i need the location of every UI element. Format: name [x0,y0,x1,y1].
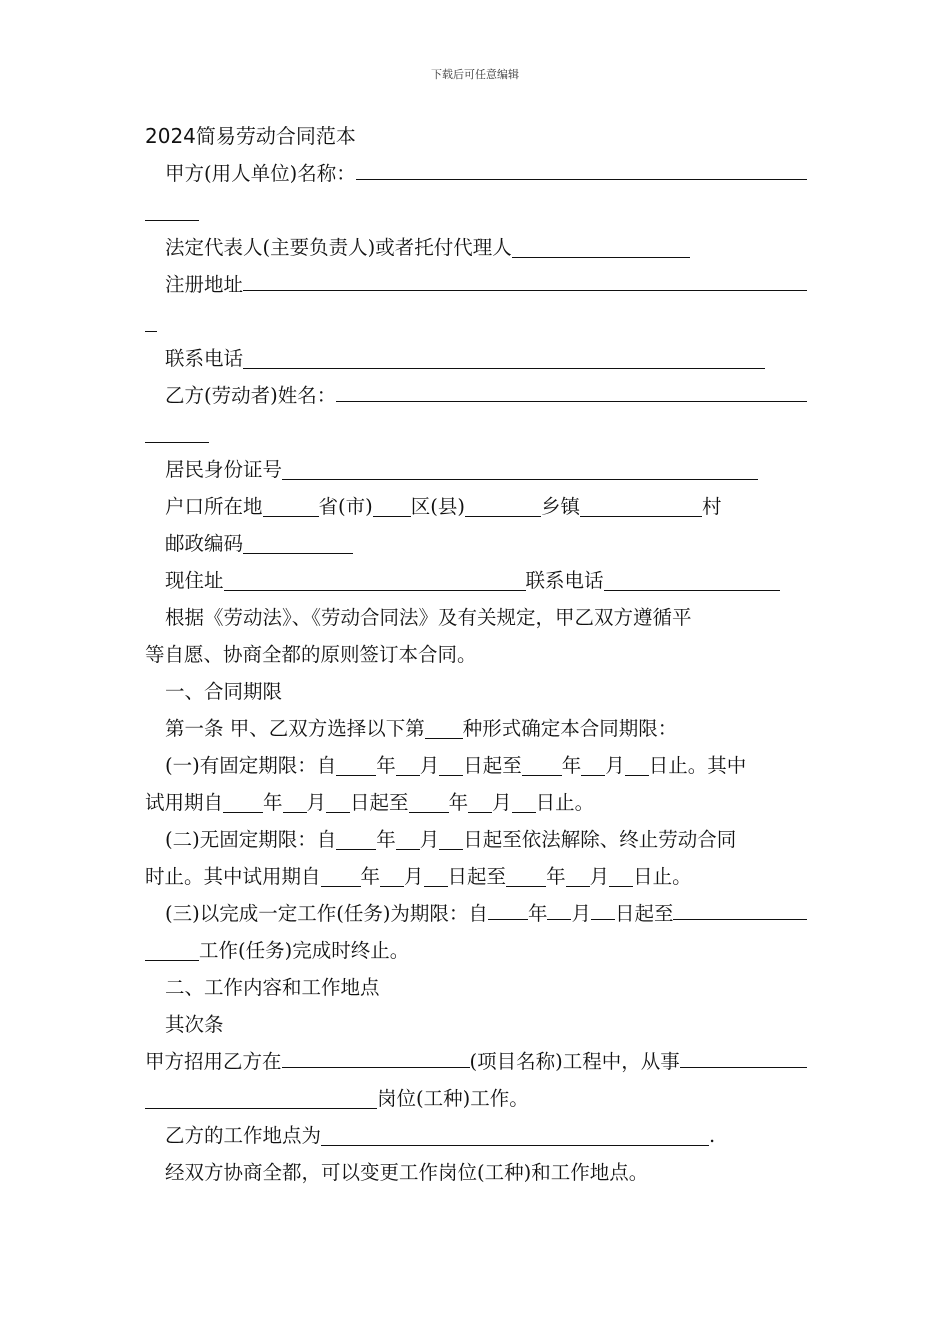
trial1-start-month-blank[interactable] [283,792,307,813]
trial1-end-month-label: 月 [492,791,512,814]
article-1-text-b: 种形式确定本合同期限： [462,717,678,740]
article-1-line [145,710,807,747]
trial2-end-month-label: 月 [589,865,610,888]
opt1-month-label: 月 [419,754,440,777]
change-clause: 经双方协商全都，可以变更工作岗位(工种)和工作地点。 [165,1161,649,1184]
hukou-village-blank[interactable] [580,496,702,517]
party-a-name-label: 甲方(用人单位)名称： [165,162,356,185]
article-1-form-blank[interactable] [425,718,463,739]
opt3-start-year-blank[interactable] [488,899,528,920]
trial2-year-label: 年 [360,865,381,888]
option-1-line [145,747,807,784]
opt1-end-month-blank[interactable] [581,755,605,776]
opt3-task-blank[interactable] [673,899,807,920]
opt1-tail: 日止。其中 [648,754,747,777]
trial1-from-label: 日起至 [350,791,409,814]
hire-text-b: (项目名称)工程中，从事 [469,1050,680,1073]
option-2-line [145,821,807,858]
project-name-blank[interactable] [282,1047,470,1068]
party-b-name-label: 乙方(劳动者)姓名： [165,384,337,407]
trial2-start-year-blank[interactable] [321,866,361,887]
party-a-address-blank[interactable] [243,270,807,291]
opt1-start-month-blank[interactable] [396,755,420,776]
party-b-id-blank[interactable] [282,459,758,480]
hire-line-cont [145,1080,807,1117]
party-b-id-label: 居民身份证号 [165,458,283,481]
document-title: 2024简易劳动合同范本 [145,124,356,148]
trial1-year-label: 年 [263,791,283,814]
opt1-start-year-blank[interactable] [336,755,376,776]
party-b-phone-blank[interactable] [604,570,780,591]
opt3-start-day-blank[interactable] [591,899,615,920]
opt3-start-month-blank[interactable] [547,899,571,920]
party-b-postcode-line [145,525,807,562]
job-blank[interactable] [680,1047,807,1068]
trial1-start-year-blank[interactable] [223,792,263,813]
opt3-tail: 工作(任务)完成时终止。 [199,939,410,962]
trial2-end-label: 日止。 [633,865,692,888]
option-2-trial-line [145,858,807,895]
opt2-start-month-blank[interactable] [396,829,420,850]
hukou-province-label: 省(市) [318,495,373,518]
opt1-start-day-blank[interactable] [439,755,463,776]
party-a-address-line [145,266,807,303]
work-location-line [145,1117,807,1154]
party-a-name-blank[interactable] [356,159,807,180]
party-a-phone-label: 联系电话 [165,347,244,370]
trial2-end-year-label: 年 [546,865,566,888]
option-1-label: (一)有固定期限：自 [165,754,337,777]
hukou-town-label: 乡镇 [540,495,580,518]
party-b-name-line [145,377,807,414]
hukou-district-blank[interactable] [373,496,411,517]
party-b-name-blank-cont[interactable] [145,422,209,443]
party-b-postcode-blank[interactable] [243,533,353,554]
trial1-end-month-blank[interactable] [468,792,492,813]
trial1-month-label: 月 [306,791,327,814]
trial1-start-day-blank[interactable] [326,792,350,813]
party-a-rep-line [145,229,807,266]
hukou-village-label: 村 [701,495,722,518]
option-3-line-cont [145,932,807,969]
hukou-town-blank[interactable] [465,496,541,517]
opt1-trial-label: 试用期自 [145,791,224,814]
party-b-name-line-cont [145,414,807,451]
trial2-start-month-blank[interactable] [380,866,404,887]
post-text: 岗位(工种)工作。 [377,1087,529,1110]
opt1-year-label: 年 [376,754,396,777]
opt2-start-day-blank[interactable] [439,829,463,850]
opt1-end-day-blank[interactable] [625,755,649,776]
opt1-end-year-label: 年 [561,754,582,777]
opt1-end-month-label: 月 [605,754,625,777]
party-b-current-address-label: 现住址 [165,569,224,592]
party-b-address-line [145,562,807,599]
trial2-end-month-blank[interactable] [566,866,590,887]
opt2-month-label: 月 [419,828,440,851]
opt3-task-blank-cont[interactable] [145,940,199,961]
party-a-address-label: 注册地址 [165,273,244,296]
party-a-phone-blank[interactable] [243,348,765,369]
section-2-heading: 二、工作内容和工作地点 [165,976,380,999]
opt2-start-year-blank[interactable] [336,829,376,850]
section-1-heading: 一、合同期限 [165,680,283,703]
party-a-name-blank-cont[interactable] [145,200,199,221]
party-b-postcode-label: 邮政编码 [165,532,244,555]
work-location-label: 乙方的工作地点为 [165,1124,322,1147]
trial1-end-label: 日止。 [535,791,595,814]
contract-document [145,118,807,1191]
option-2-label: (二)无固定期限：自 [165,828,337,851]
party-b-name-blank[interactable] [336,381,807,402]
trial1-end-year-label: 年 [448,791,469,814]
option-1-trial-line [145,784,807,821]
party-a-rep-label: 法定代表人(主要负责人)或者托付代理人 [165,236,512,259]
article-1-text-a: 第一条 甲、乙双方选择以下第 [165,717,425,740]
preamble-line-2: 等自愿、协商全都的原则签订本合同。 [145,643,477,666]
party-b-hukou-line [145,488,807,525]
opt3-month-label: 月 [571,902,591,925]
party-a-rep-blank[interactable] [512,237,690,258]
trial1-end-day-blank[interactable] [512,792,536,813]
trial2-end-day-blank[interactable] [609,866,633,887]
party-a-name-line [145,155,807,192]
hukou-district-label: 区(县) [410,495,465,518]
trial2-from-label: 日起至 [447,865,507,888]
party-a-address-blank-cont[interactable] [145,311,157,332]
page-header: 下载后可任意编辑 [431,68,519,81]
hukou-province-blank[interactable] [263,496,319,517]
opt3-year-label: 年 [527,902,548,925]
opt2-tail: 日起至依法解除、终止劳动合同 [463,828,737,851]
hire-text-a: 甲方招用乙方在 [145,1050,282,1073]
opt1-end-year-blank[interactable] [522,755,562,776]
work-location-blank[interactable] [321,1125,709,1146]
trial2-month-label: 月 [404,865,424,888]
option-3-line [145,895,807,932]
hire-line [145,1043,807,1080]
party-b-id-line [145,451,807,488]
preamble-line-1: 根据《劳动法》、《劳动合同法》及有关规定，甲乙双方遵循平 [165,606,692,629]
option-3-label: (三)以完成一定工作(任务)为期限：自 [165,902,488,925]
opt1-from-label: 日起至 [463,754,522,777]
opt2-year-label: 年 [376,828,396,851]
party-a-phone-line [145,340,807,377]
article-2-label: 其次条 [165,1013,224,1036]
trial1-end-year-blank[interactable] [409,792,449,813]
work-location-end: . [709,1124,716,1147]
opt3-from-label: 日起至 [614,902,674,925]
opt2-trial-label: 时止。其中试用期自 [145,865,321,888]
job-blank-cont[interactable] [145,1088,377,1109]
party-a-address-line-cont [145,303,807,340]
trial2-end-year-blank[interactable] [506,866,546,887]
party-b-phone-label: 联系电话 [525,569,604,592]
party-a-name-line-cont [145,192,807,229]
party-b-current-address-blank[interactable] [224,570,526,591]
trial2-start-day-blank[interactable] [424,866,448,887]
party-b-hukou-label: 户口所在地 [165,495,263,518]
